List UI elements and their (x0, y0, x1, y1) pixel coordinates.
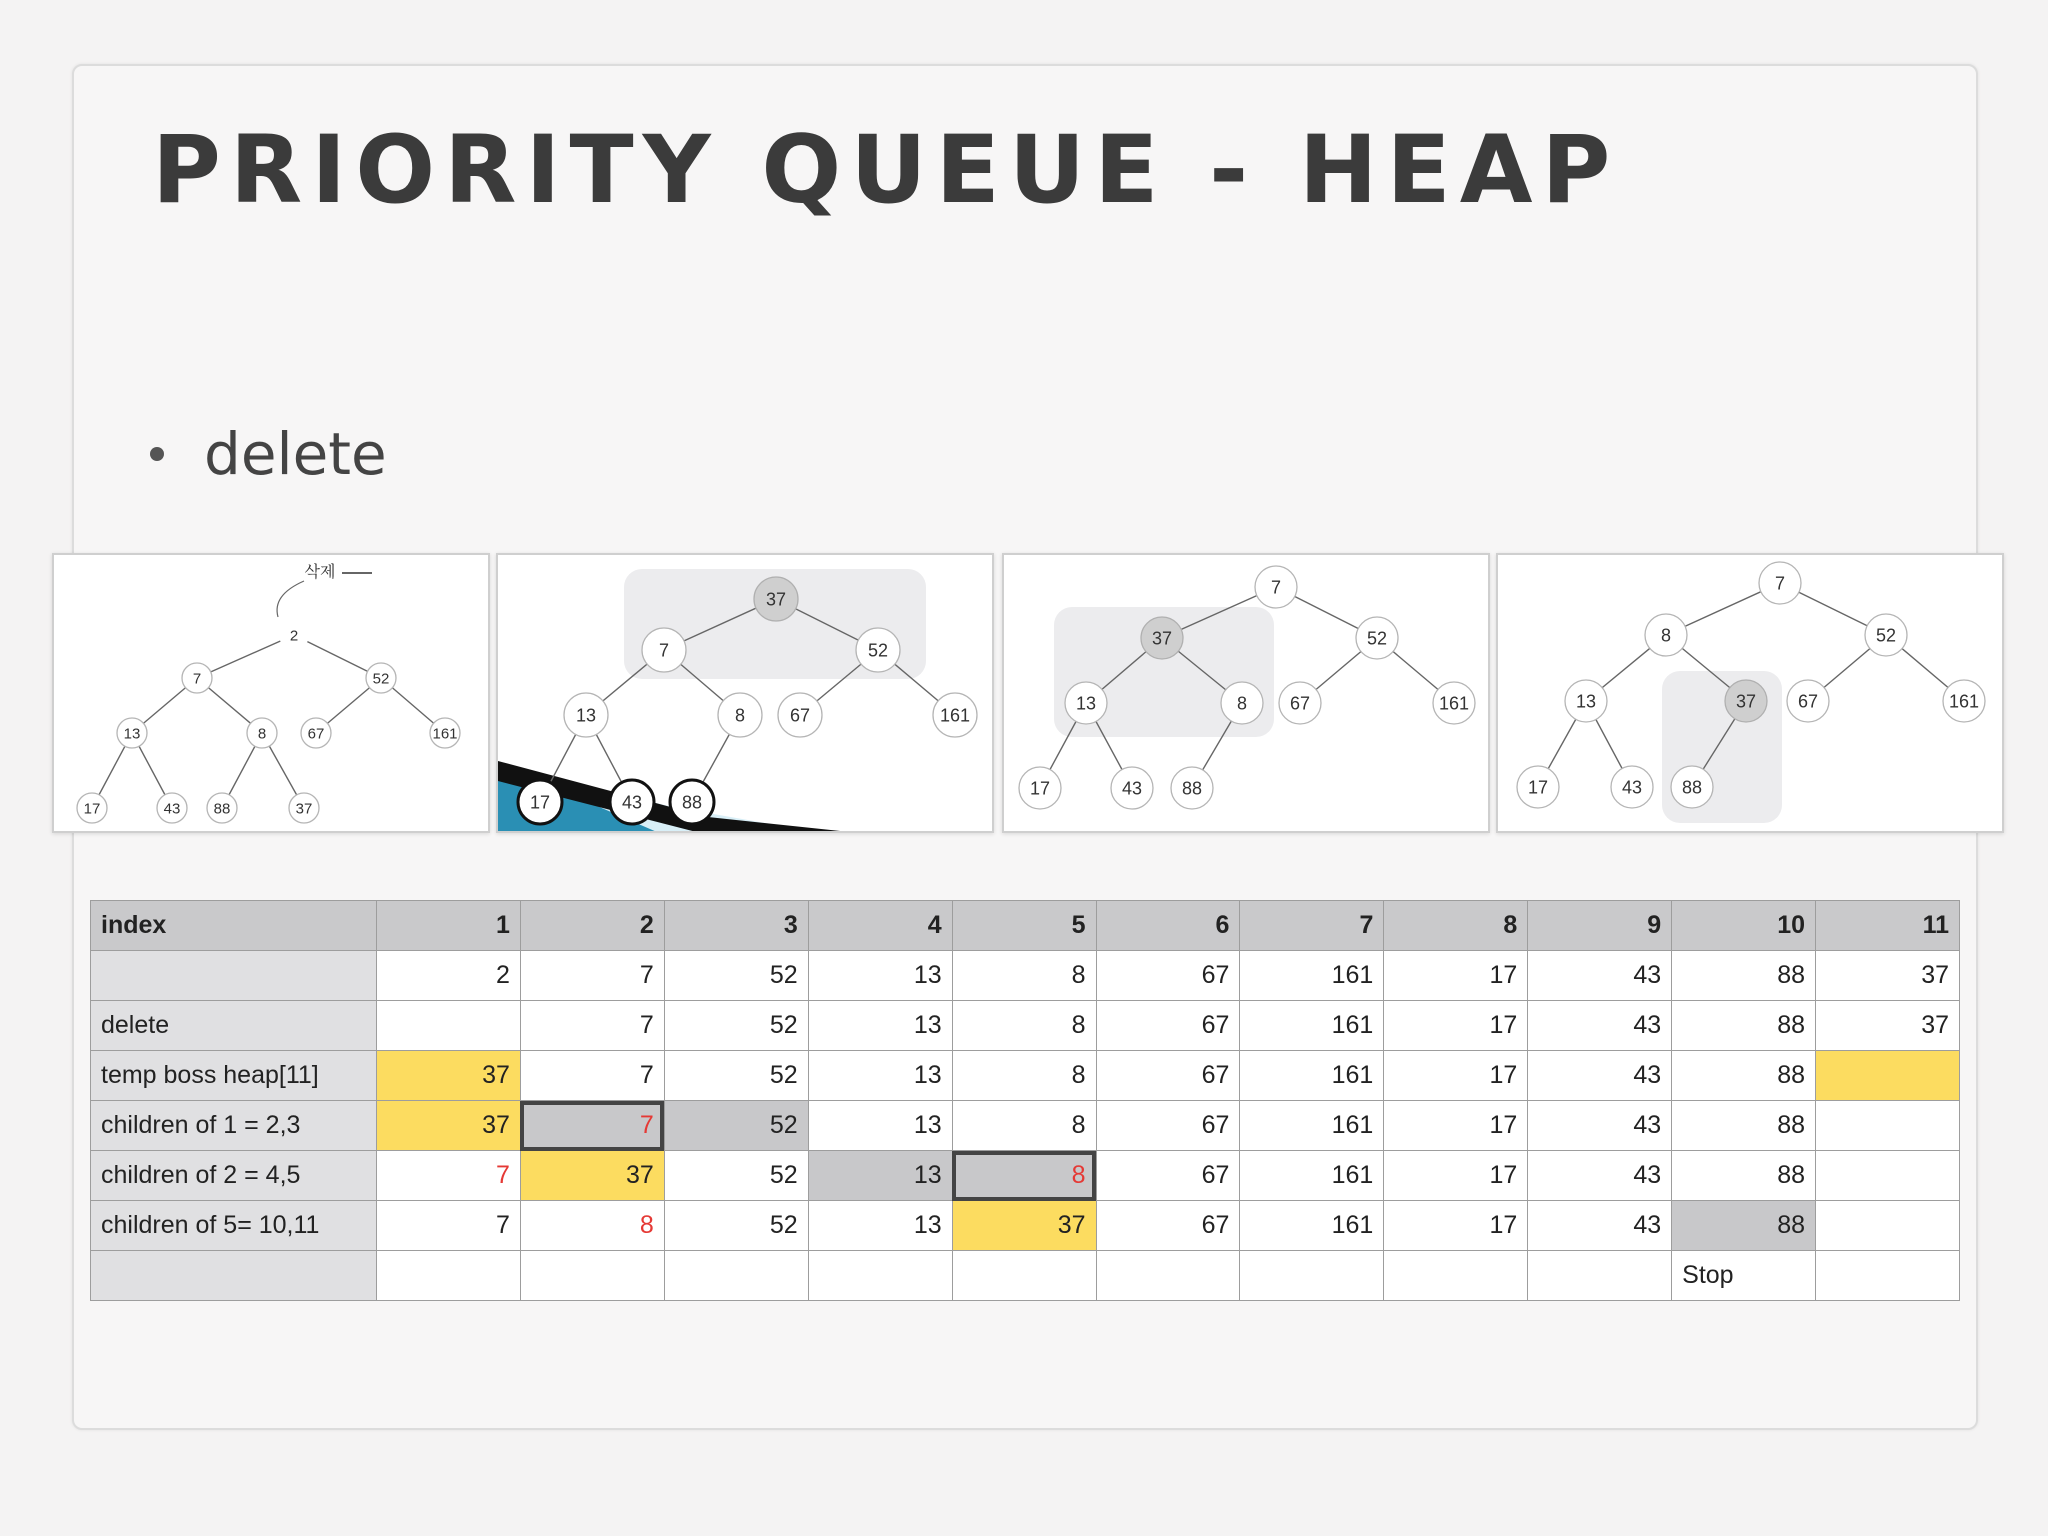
row-label: children of 2 = 4,5 (91, 1151, 377, 1201)
table-cell (1528, 1251, 1672, 1301)
bullet-dot-icon (150, 447, 164, 461)
heap-node-label: 161 (432, 725, 458, 743)
table-cell: 161 (1240, 1201, 1384, 1251)
table-cell: 88 (1672, 951, 1816, 1001)
heap-node-label: 8 (1660, 625, 1672, 646)
table-cell: 8 (952, 951, 1096, 1001)
table-cell: 67 (1096, 1101, 1240, 1151)
table-cell: 161 (1240, 1151, 1384, 1201)
heap-node (1255, 566, 1297, 608)
table-cell (664, 1251, 808, 1301)
heap-node (1221, 682, 1263, 724)
heap-node-label: 67 (307, 725, 325, 743)
heap-node (1725, 680, 1767, 722)
table-cell: 52 (664, 1101, 808, 1151)
table-cell: 8 (520, 1201, 664, 1251)
heap-tree-step-2 (498, 555, 994, 833)
heap-delete-trace-table (90, 900, 1960, 1301)
heap-node-label: 52 (372, 670, 390, 688)
table-cell: 13 (808, 1201, 952, 1251)
table-cell: 13 (808, 1151, 952, 1201)
row-label: children of 1 = 2,3 (91, 1101, 377, 1151)
heap-node (77, 793, 107, 823)
heap-diagram-step-2 (496, 553, 994, 833)
heap-node (1671, 766, 1713, 808)
table-cell: 88 (1672, 1151, 1816, 1201)
heap-node-label: 37 (295, 800, 313, 818)
table-cell: 67 (1096, 1001, 1240, 1051)
heap-node (1111, 767, 1153, 809)
heap-node (289, 793, 319, 823)
heap-node (778, 693, 822, 737)
table-cell (1096, 1251, 1240, 1301)
heap-node-label: 43 (621, 792, 643, 813)
heap-node-label: 37 (1151, 628, 1173, 649)
heap-node (1787, 680, 1829, 722)
heap-node-label: 161 (939, 705, 971, 726)
header-index-cell: 10 (1672, 901, 1816, 951)
table-cell (1384, 1251, 1528, 1301)
table-cell: 8 (952, 1101, 1096, 1151)
table-cell: 88 (1672, 1001, 1816, 1051)
heap-node (157, 793, 187, 823)
header-index-cell: 4 (808, 901, 952, 951)
table-cell: 161 (1240, 1001, 1384, 1051)
heap-tree-step-3 (1004, 555, 1490, 833)
table-cell (1816, 1201, 1960, 1251)
header-index-label: index (91, 901, 377, 951)
table-cell (377, 1251, 521, 1301)
table-row (91, 1201, 1960, 1251)
table-header-row (91, 901, 1960, 951)
heap-node (933, 693, 977, 737)
table-row (91, 1251, 1960, 1301)
header-index-cell: 8 (1384, 901, 1528, 951)
heap-node-label: 13 (1075, 693, 1097, 714)
table-cell: 161 (1240, 1101, 1384, 1151)
table-cell (1816, 1051, 1960, 1101)
heap-node-label: 88 (681, 792, 703, 813)
heap-node-label: 17 (1527, 777, 1549, 798)
header-index-cell: 3 (664, 901, 808, 951)
heap-node (1565, 680, 1607, 722)
heap-node (117, 718, 147, 748)
heap-node-label: 13 (1575, 691, 1597, 712)
table-cell: 17 (1384, 1051, 1528, 1101)
table-row (91, 1101, 1960, 1151)
heap-node (610, 780, 654, 824)
heap-node (366, 663, 396, 693)
table-cell: 52 (664, 1001, 808, 1051)
table-row (91, 1051, 1960, 1101)
table-cell: 37 (1816, 951, 1960, 1001)
table-cell: 17 (1384, 1201, 1528, 1251)
heap-node (1065, 682, 1107, 724)
heap-node (718, 693, 762, 737)
heap-node (1433, 682, 1475, 724)
heap-diagram-step-1 (52, 553, 490, 833)
table-cell: 43 (1528, 1001, 1672, 1051)
heap-node (754, 577, 798, 621)
heap-node (856, 628, 900, 672)
table-cell: 52 (664, 1151, 808, 1201)
slide-title: PRIORITY QUEUE - HEAP (152, 116, 1620, 225)
heap-node-label: 8 (257, 725, 267, 743)
table-cell: 13 (808, 951, 952, 1001)
heap-node-label: 7 (1774, 573, 1786, 594)
table-cell: 67 (1096, 1151, 1240, 1201)
heap-node (1759, 562, 1801, 604)
table-cell: 52 (664, 951, 808, 1001)
table-cell (1816, 1251, 1960, 1301)
heap-node (1517, 766, 1559, 808)
header-index-cell: 7 (1240, 901, 1384, 951)
heap-node-label: 8 (1236, 693, 1248, 714)
heap-node (642, 628, 686, 672)
table-cell: 8 (952, 1051, 1096, 1101)
caption-pointer (277, 581, 304, 617)
heap-node-label: 88 (1681, 777, 1703, 798)
heap-node (1645, 614, 1687, 656)
table-cell: 67 (1096, 951, 1240, 1001)
table-cell (1240, 1251, 1384, 1301)
table-cell: 13 (808, 1101, 952, 1151)
heap-node (1611, 766, 1653, 808)
heap-node-label: 52 (1875, 625, 1897, 646)
heap-tree-step-1 (54, 555, 490, 833)
table-cell: 37 (377, 1051, 521, 1101)
table-cell: 2 (377, 951, 521, 1001)
row-label: delete (91, 1001, 377, 1051)
table-cell: 7 (520, 1051, 664, 1101)
row-label (91, 1251, 377, 1301)
heap-node-label: 88 (213, 800, 231, 818)
heap-diagram-step-3 (1002, 553, 1490, 833)
heap-node (182, 663, 212, 693)
table-cell: 43 (1528, 951, 1672, 1001)
heap-node (1141, 617, 1183, 659)
table-cell: 37 (520, 1151, 664, 1201)
table-cell: 7 (520, 1001, 664, 1051)
table-cell: 43 (1528, 1101, 1672, 1151)
table-cell: 8 (952, 1001, 1096, 1051)
table-cell: 67 (1096, 1051, 1240, 1101)
table-row (91, 1151, 1960, 1201)
table-cell: 43 (1528, 1051, 1672, 1101)
heap-node-label: 52 (1366, 628, 1388, 649)
heap-node-label: 88 (1181, 778, 1203, 799)
table-cell: 37 (1816, 1001, 1960, 1051)
heap-node-label: 7 (1270, 577, 1282, 598)
heap-node-label: 43 (1621, 777, 1643, 798)
heap-node-label: 37 (765, 589, 787, 610)
heap-node-label: 7 (658, 640, 670, 661)
heap-node-label: 52 (867, 640, 889, 661)
table-cell: 8 (952, 1151, 1096, 1201)
heap-node (1279, 682, 1321, 724)
heap-node-label: 161 (1438, 693, 1470, 714)
heap-diagram-step-4 (1496, 553, 2004, 833)
heap-node-label: 67 (1797, 691, 1819, 712)
heap-node (564, 693, 608, 737)
heap-node (518, 780, 562, 824)
heap-node (1356, 617, 1398, 659)
heap-node (1865, 614, 1907, 656)
heap-node-label: 17 (83, 800, 101, 818)
header-index-cell: 11 (1816, 901, 1960, 951)
table-row (91, 1001, 1960, 1051)
table-cell: 43 (1528, 1151, 1672, 1201)
row-label (91, 951, 377, 1001)
heap-node-label: 7 (192, 670, 202, 688)
heap-node-label: 17 (1029, 778, 1051, 799)
table-cell (1816, 1151, 1960, 1201)
table-cell: 88 (1672, 1201, 1816, 1251)
table-cell: 52 (664, 1051, 808, 1101)
table-cell: 13 (808, 1001, 952, 1051)
heap-node (247, 718, 277, 748)
table-cell: 7 (520, 951, 664, 1001)
table-cell: 88 (1672, 1051, 1816, 1101)
heap-node-label: 13 (575, 705, 597, 726)
heap-node-label: 37 (1735, 691, 1757, 712)
table-cell: 7 (377, 1151, 521, 1201)
heap-node (670, 780, 714, 824)
table-cell (952, 1251, 1096, 1301)
heap-node-label: 13 (123, 725, 141, 743)
header-index-cell: 1 (377, 901, 521, 951)
table-cell: 13 (808, 1051, 952, 1101)
table-cell (377, 1001, 521, 1051)
heap-node (1019, 767, 1061, 809)
heap-node-label: 17 (529, 792, 551, 813)
heap-node (279, 620, 309, 650)
heap-node-label: 161 (1948, 691, 1980, 712)
heap-node-label: 67 (1289, 693, 1311, 714)
tree-edge (197, 635, 294, 678)
table-cell: 17 (1384, 1101, 1528, 1151)
heap-node (1171, 767, 1213, 809)
heap-node-label: 43 (1121, 778, 1143, 799)
row-label: children of 5= 10,11 (91, 1201, 377, 1251)
table-cell: 43 (1528, 1201, 1672, 1251)
heap-node-label: 2 (289, 627, 299, 645)
header-index-cell: 2 (520, 901, 664, 951)
bullet-item (150, 420, 387, 488)
heap-node (207, 793, 237, 823)
table-cell (1816, 1101, 1960, 1151)
heap-node-label: 8 (734, 705, 746, 726)
table-cell: 7 (377, 1201, 521, 1251)
table-cell (520, 1251, 664, 1301)
table-cell: 37 (952, 1201, 1096, 1251)
delete-caption: 삭제 (304, 562, 336, 581)
heap-node (430, 718, 460, 748)
table-cell: 161 (1240, 951, 1384, 1001)
table-cell: 67 (1096, 1201, 1240, 1251)
table-cell: 7 (520, 1101, 664, 1151)
table-cell: 17 (1384, 951, 1528, 1001)
table-cell: 37 (377, 1101, 521, 1151)
bullet-text: delete (204, 420, 387, 488)
heap-node (1943, 680, 1985, 722)
heap-node-label: 43 (163, 800, 181, 818)
heap-tree-step-4 (1498, 555, 2004, 833)
table-cell: 17 (1384, 1001, 1528, 1051)
heap-node (301, 718, 331, 748)
heap-node-label: 67 (789, 705, 811, 726)
header-index-cell: 5 (952, 901, 1096, 951)
table-cell: 17 (1384, 1151, 1528, 1201)
header-index-cell: 6 (1096, 901, 1240, 951)
table-cell: 88 (1672, 1101, 1816, 1151)
table-row (91, 951, 1960, 1001)
row-label: temp boss heap[11] (91, 1051, 377, 1101)
table-cell: 161 (1240, 1051, 1384, 1101)
table-cell (808, 1251, 952, 1301)
table-cell: 52 (664, 1201, 808, 1251)
table-cell: Stop (1672, 1251, 1816, 1301)
header-index-cell: 9 (1528, 901, 1672, 951)
